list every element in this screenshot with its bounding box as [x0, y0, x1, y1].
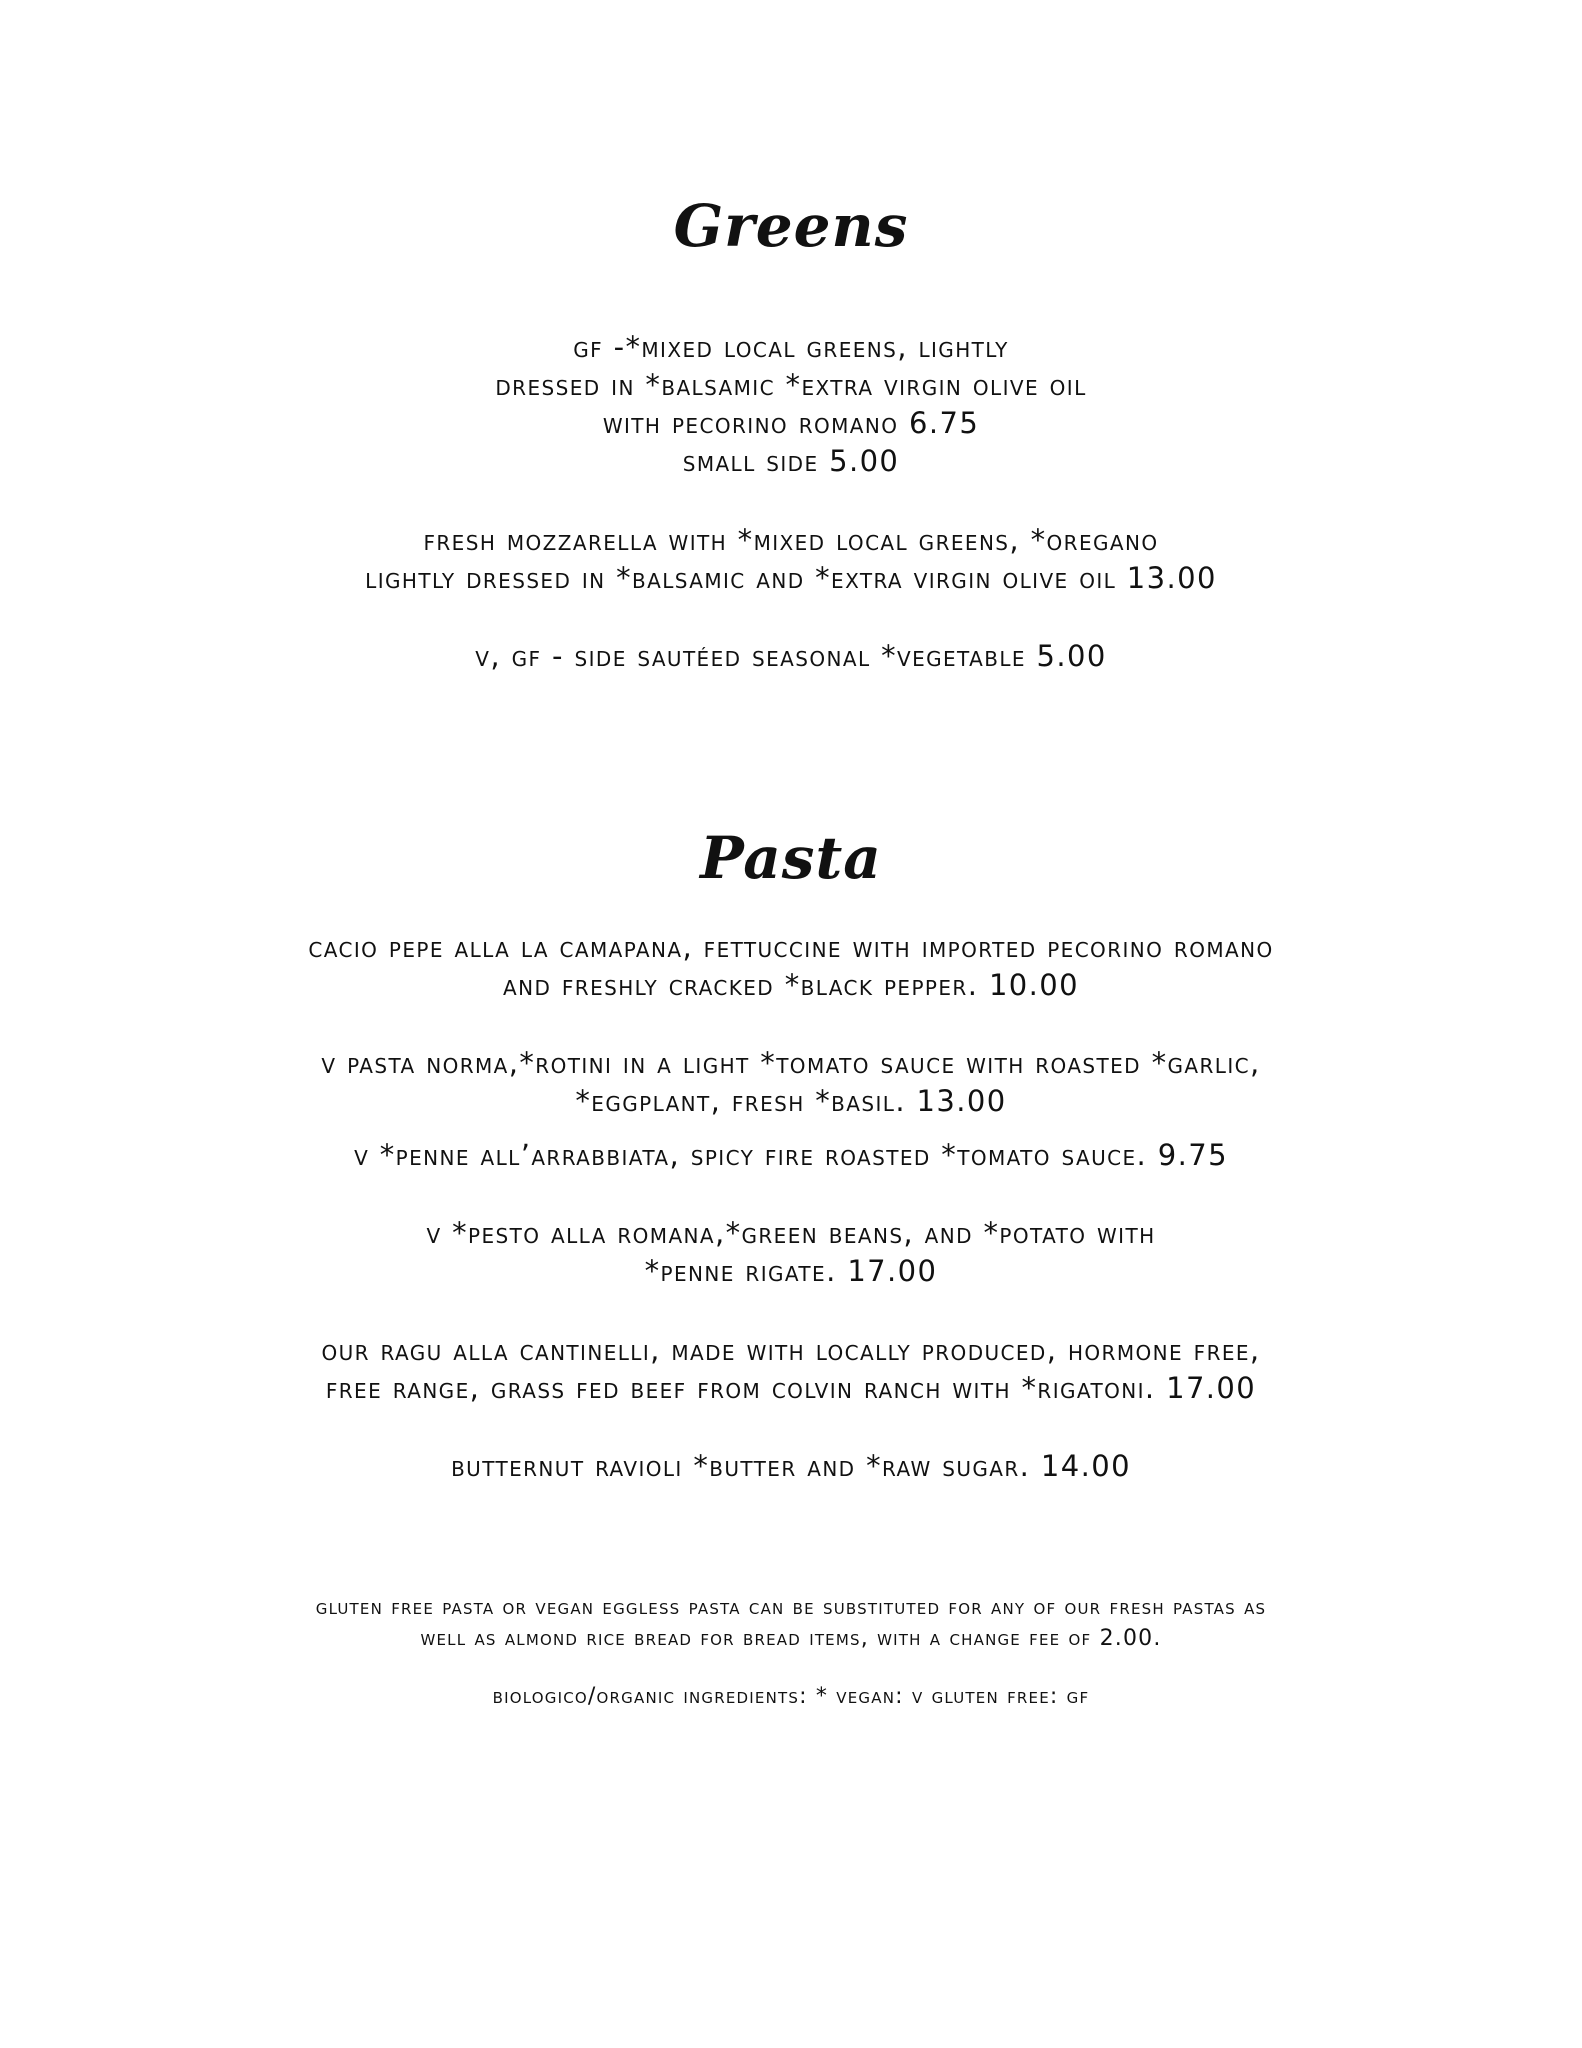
pasta-item-ragu-cantinelli	[0, 1331, 1582, 1407]
menu-line: lightly dressed in *balsamic and *extra virgin olive oil 13.00	[365, 561, 1217, 595]
legend-line: biologico/organic ingredients: * vegan: v gluten free: gf	[492, 1684, 1090, 1709]
menu-line: our ragu alla cantinelli, made with locally produced, hormone free,	[321, 1333, 1261, 1367]
menu-line: butternut ravioli *butter and *raw sugar. 14.00	[451, 1449, 1131, 1483]
menu-line: gf -*mixed local greens, lightly	[573, 330, 1009, 364]
greens-section-title: Greens	[673, 192, 909, 260]
menu-line: free range, grass fed beef from colvin ranch with *rigatoni. 17.00	[325, 1371, 1257, 1405]
menu-line: v *pesto alla romana,*green beans, and *potato with	[426, 1216, 1156, 1250]
pasta-item-cacio-pepe	[0, 928, 1582, 1004]
menu-line: with pecorino romano 6.75	[602, 406, 980, 440]
dietary-legend	[0, 1681, 1582, 1712]
greens-item-side-vegetable	[0, 637, 1582, 675]
menu-line: v, gf - side sautéed seasonal *vegetable 5.00	[475, 639, 1107, 673]
menu-line: dressed in *balsamic *extra virgin olive oil	[495, 368, 1087, 402]
menu-line: v pasta norma,*rotini in a light *tomato sauce with roasted *garlic,	[321, 1046, 1261, 1080]
substitution-note	[0, 1592, 1582, 1654]
menu-line: fresh mozzarella with *mixed local greens, *oregano	[423, 523, 1159, 557]
menu-line: small side 5.00	[682, 444, 900, 478]
greens-item-fresh-mozzarella	[0, 521, 1582, 597]
pasta-section-title: Pasta	[700, 824, 882, 892]
pasta-item-penne-arrabbiata	[0, 1136, 1582, 1174]
footer-line: gluten free pasta or vegan eggless pasta can be substituted for any of our fresh pastas as	[315, 1595, 1267, 1620]
pasta-item-pesto-romana	[0, 1214, 1582, 1290]
footer-line: well as almond rice bread for bread items, with a change fee of 2.00.	[420, 1626, 1162, 1651]
menu-line: v *penne all’arrabbiata, spicy fire roasted *tomato sauce. 9.75	[354, 1138, 1228, 1172]
pasta-item-pasta-norma	[0, 1044, 1582, 1120]
menu-line: *penne rigate. 17.00	[644, 1254, 938, 1288]
menu-line: *eggplant, fresh *basil. 13.00	[575, 1084, 1007, 1118]
pasta-item-butternut-ravioli	[0, 1447, 1582, 1485]
menu-line: and freshly cracked *black pepper. 10.00	[503, 968, 1079, 1002]
menu-line: cacio pepe alla la camapana, fettuccine with imported pecorino romano	[308, 930, 1274, 964]
greens-item-mixed-greens	[0, 328, 1582, 480]
